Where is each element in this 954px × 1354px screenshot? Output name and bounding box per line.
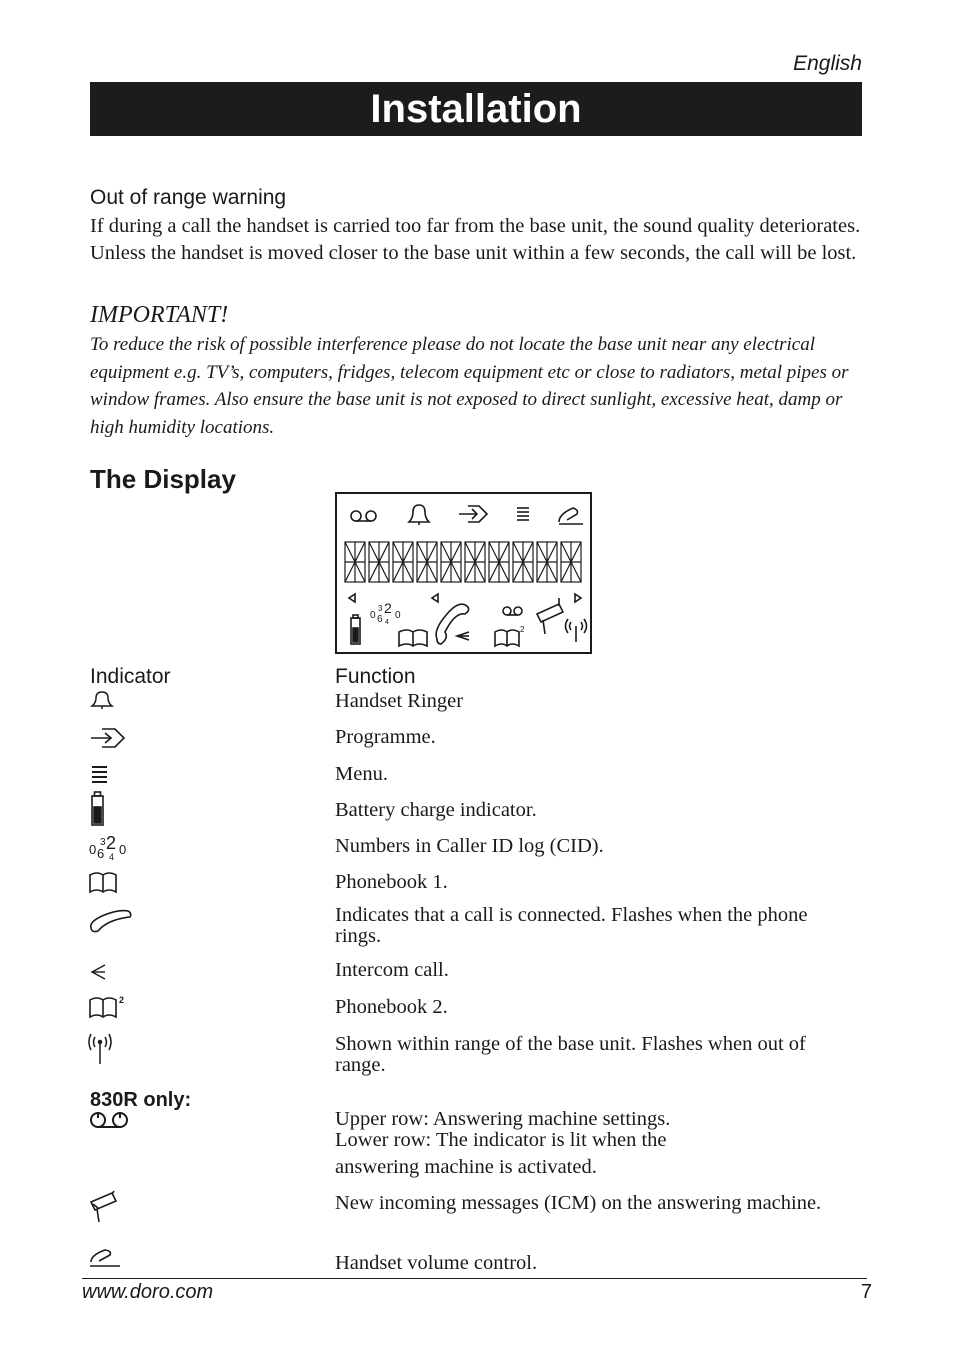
function-antenna: Shown within range of the base unit. Flashes when out of range. [335, 1033, 806, 1076]
lcd-segment-cell [441, 542, 461, 582]
antenna-icon [88, 1032, 114, 1066]
lcd-segment-cell [537, 542, 557, 582]
function-phonebook-1: Phonebook 1. [335, 871, 448, 893]
function-intercom: Intercom call. [335, 959, 449, 981]
svg-text:2: 2 [106, 834, 117, 853]
mailbox-icon [88, 1190, 120, 1224]
svg-text:3: 3 [378, 604, 383, 613]
important-text: To reduce the risk of possible interference please do not locate the base unit near any electrical equipment e.g. TV’s, computers, fridges, telecom equipment etc or close to radiators, metal pipes or window frames. Also ensure the base unit is not exposed to direct sunlight, excessive heat, damp or high humidity locations. [90, 334, 849, 438]
function-caller-id: Numbers in Caller ID log (CID). [335, 835, 604, 857]
lcd-battery-icon [351, 615, 360, 644]
function-answering-upper: Upper row: Answering machine settings. [335, 1108, 671, 1130]
function-icm: New incoming messages (ICM) on the answering machine. [335, 1192, 822, 1214]
svg-text:4: 4 [109, 852, 115, 862]
lcd-phonebook-2-icon [495, 630, 519, 646]
lcd-volume-icon [559, 508, 583, 524]
handset-icon [88, 906, 134, 934]
function-phonebook-2: Phonebook 2. [335, 996, 448, 1018]
svg-text:0: 0 [119, 842, 127, 857]
svg-text:6: 6 [97, 846, 105, 861]
svg-text:0: 0 [89, 842, 97, 857]
lcd-antenna-icon [566, 619, 587, 642]
lcd-tape-icon [351, 511, 376, 521]
lcd-segment-cell [345, 542, 365, 582]
svg-text:2: 2 [520, 625, 525, 634]
lcd-arrow-right-icon [575, 594, 581, 602]
function-battery: Battery charge indicator. [335, 799, 537, 821]
lcd-segment-cell [393, 542, 413, 582]
lcd-mailbox-icon [537, 598, 563, 634]
830r-only-label: 830R only: [90, 1089, 192, 1111]
function-handset-ringer: Handset Ringer [335, 690, 464, 712]
lcd-bell-icon [409, 505, 429, 525]
lcd-programme-icon [459, 506, 487, 522]
lcd-intercom-icon [457, 632, 469, 640]
indicator-column-header: Indicator [90, 665, 171, 688]
battery-icon [90, 791, 106, 827]
function-volume: Handset volume control. [335, 1252, 538, 1274]
footer-url[interactable]: www.doro.com [82, 1281, 214, 1303]
lcd-menu-icon [517, 508, 529, 520]
important-label: IMPORTANT! [90, 302, 229, 328]
tape-icon [88, 1110, 132, 1132]
language-label: English [793, 52, 862, 75]
function-programme: Programme. [335, 726, 436, 748]
svg-text:2: 2 [119, 995, 125, 1005]
lcd-segment-cell [465, 542, 485, 582]
lcd-segment-row [345, 542, 581, 582]
page-title: Installation [90, 82, 862, 136]
svg-text:3: 3 [100, 837, 106, 848]
function-column-header: Function [335, 665, 416, 688]
page-number: 7 [860, 1281, 872, 1303]
caller-id-count-icon [88, 834, 130, 862]
out-of-range-text: If during a call the handset is carried too far from the base unit, the sound quality deteriorates. Unless the handset is moved closer to the base unit within a few seconds, the call will be lost. [90, 215, 861, 264]
bell-icon [90, 690, 114, 710]
function-answering-activated: answering machine is activated. [335, 1156, 597, 1178]
lcd-segment-cell [489, 542, 509, 582]
lcd-phonebook-icon [399, 630, 427, 646]
function-menu: Menu. [335, 763, 388, 785]
phonebook-2-icon [88, 994, 128, 1020]
svg-text:2: 2 [384, 600, 392, 616]
svg-text:0: 0 [395, 610, 401, 621]
lcd-segment-cell [369, 542, 389, 582]
function-call-connected: Indicates that a call is connected. Flashes when the phone rings. [335, 904, 808, 947]
display-heading: The Display [90, 464, 236, 494]
lcd-cid-digits: 0 [370, 610, 376, 621]
lcd-segment-cell [513, 542, 533, 582]
lcd-arrow-mid-icon [432, 594, 438, 602]
lcd-svg [337, 494, 590, 652]
lcd-segment-cell [561, 542, 581, 582]
lcd-tape-small-icon [503, 607, 522, 615]
lcd-arrow-left-icon [349, 594, 355, 602]
lcd-segment-cell [417, 542, 437, 582]
programme-icon [90, 726, 128, 750]
phonebook-icon [88, 870, 120, 894]
svg-text:4: 4 [385, 619, 389, 626]
footer-rule [82, 1278, 867, 1279]
svg-text:6: 6 [377, 614, 383, 625]
menu-icon [90, 764, 110, 786]
intercom-icon [90, 963, 108, 981]
function-answering-lower: Lower row: The indicator is lit when the [335, 1129, 667, 1151]
volume-icon [88, 1246, 124, 1270]
out-of-range-heading: Out of range warning [90, 186, 287, 209]
lcd-display-diagram [335, 492, 592, 654]
